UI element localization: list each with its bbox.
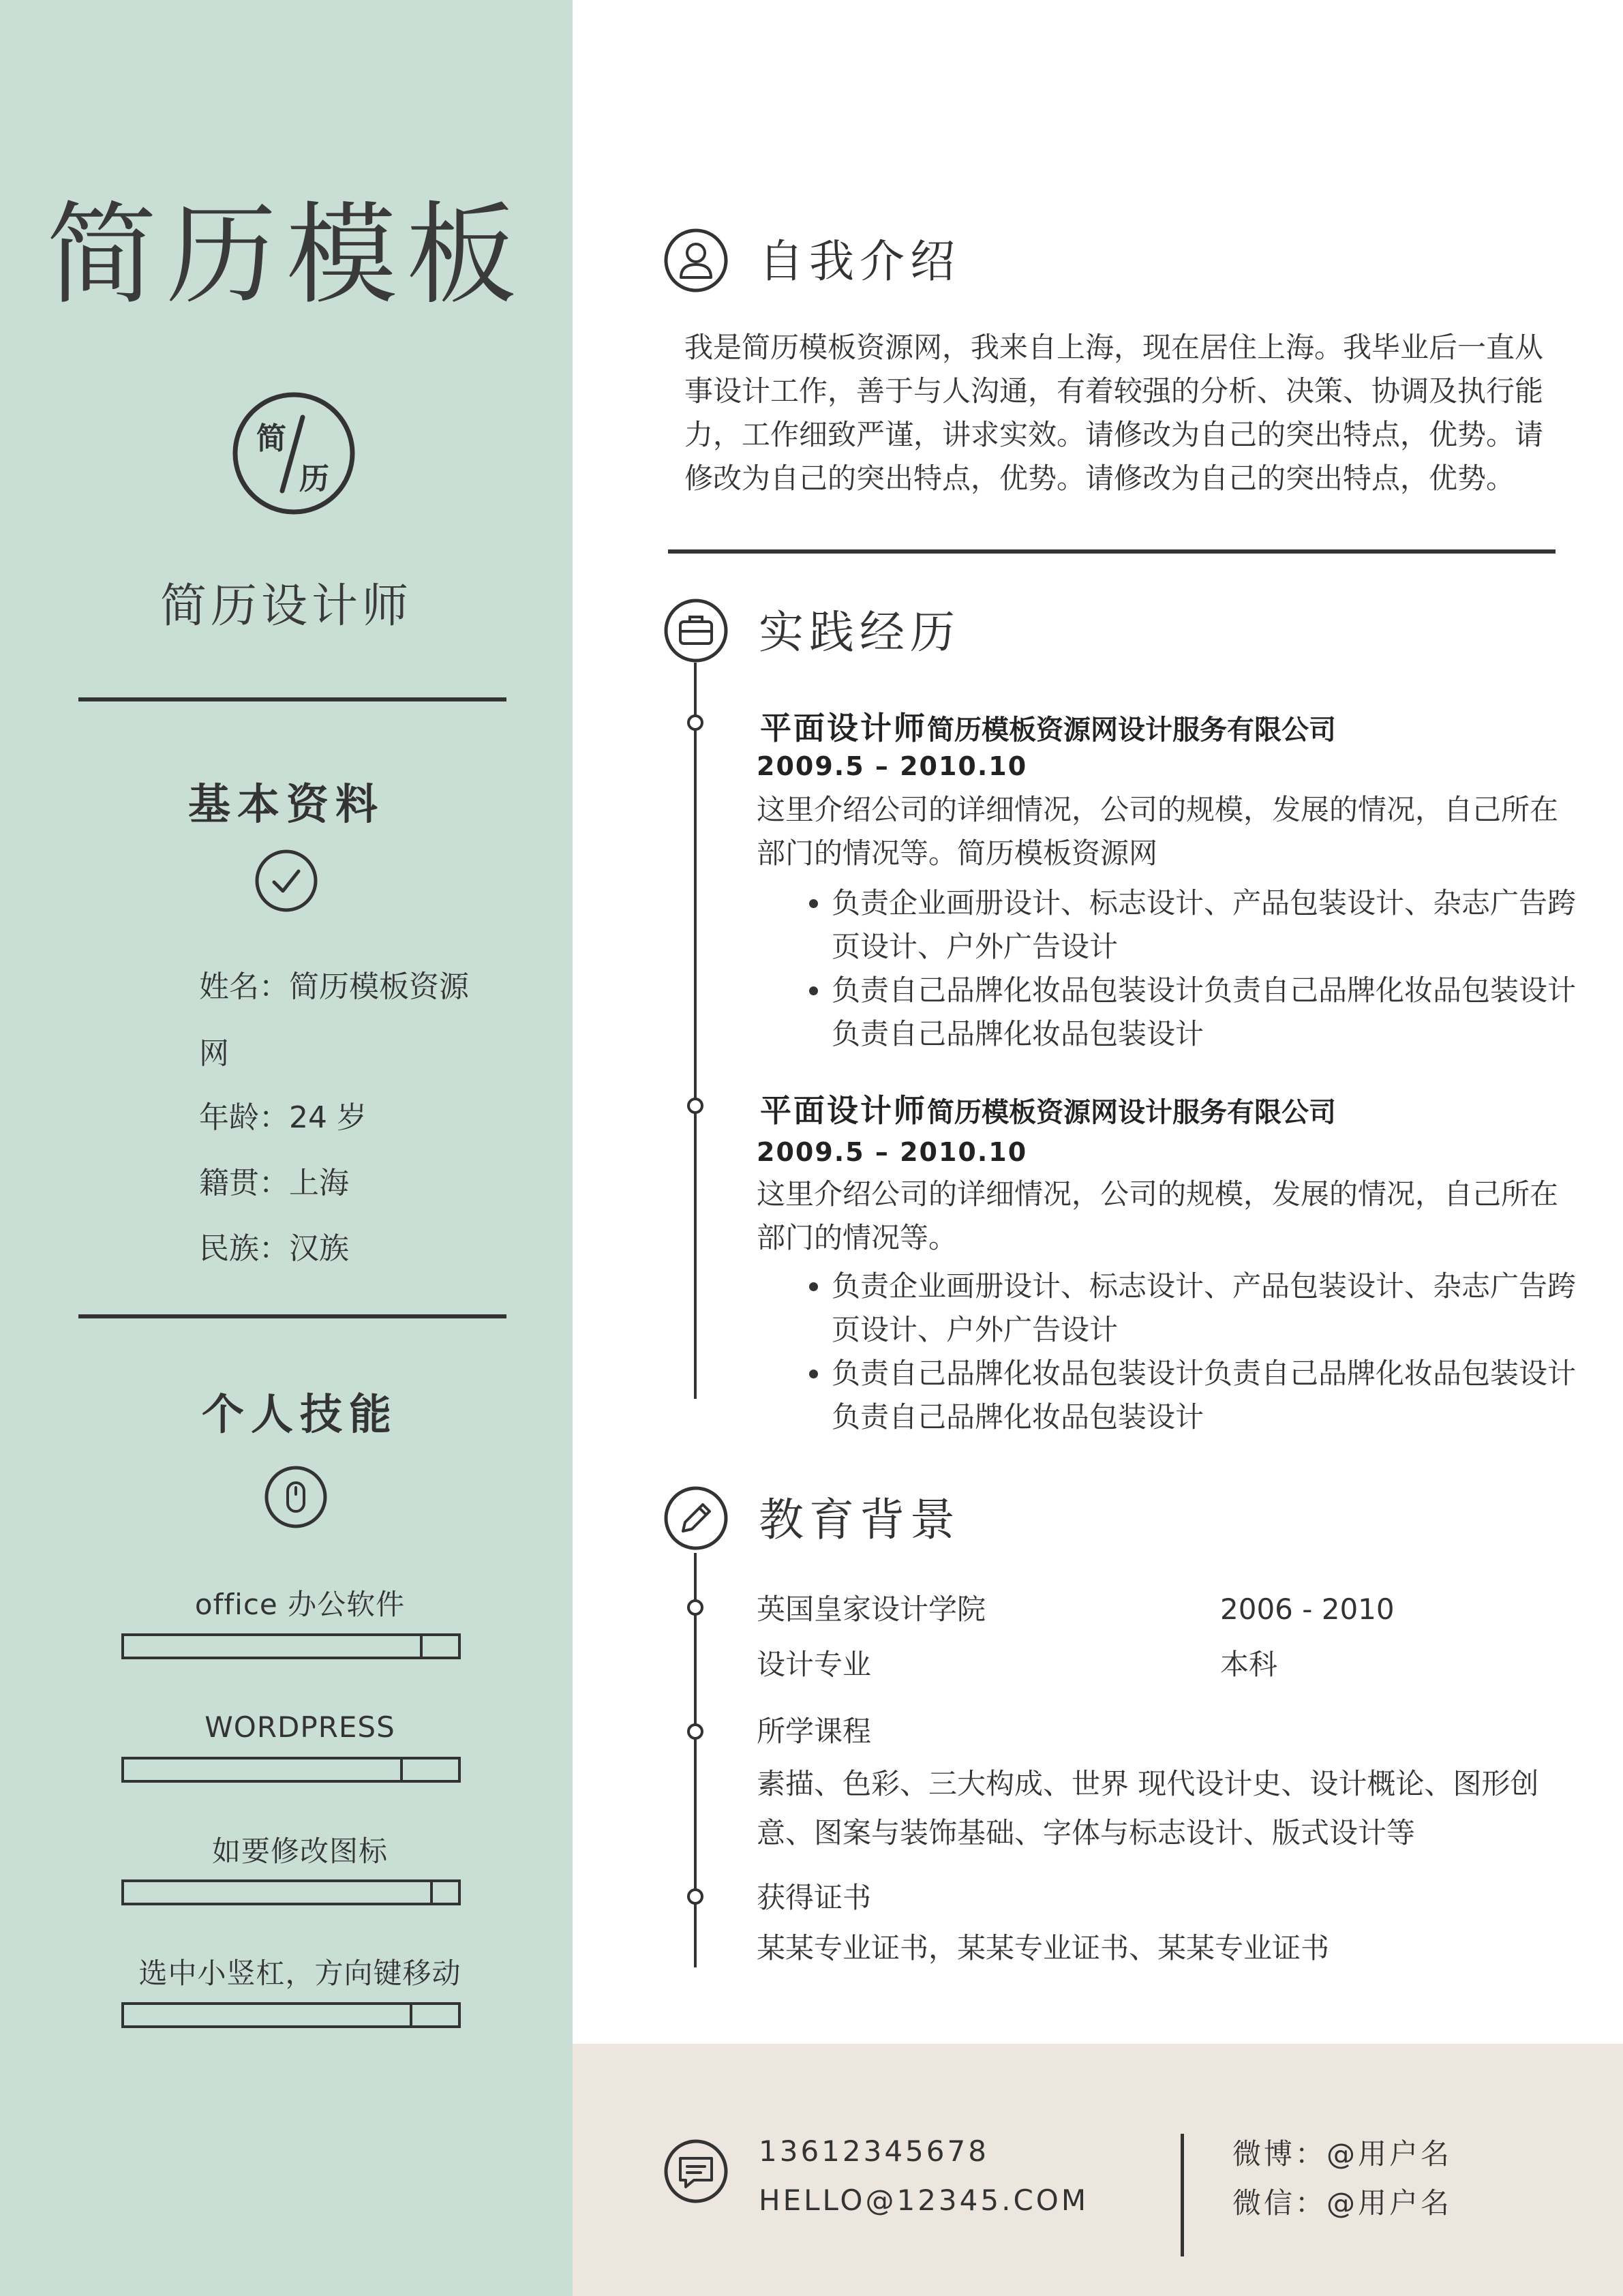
experience-heading: 实践经历	[759, 606, 960, 659]
check-circle-icon	[254, 848, 319, 913]
person-icon	[663, 227, 729, 294]
duty-item	[832, 881, 1623, 969]
info-ethnicity: 民族：汉族	[199, 1231, 349, 1266]
courses-heading: 所学课程	[757, 1715, 872, 1748]
duty-item	[832, 969, 1623, 1056]
skill-label: 选中小竖杠，方向键移动	[138, 1957, 461, 1990]
job-duties	[757, 881, 1623, 1056]
job-description-line: 这里介绍公司的详细情况，公司的规模，发展的情况，自己所在	[757, 793, 1559, 826]
courses-line: 意、图案与装饰基础、字体与标志设计、版式设计等	[757, 1816, 1416, 1849]
timeline-dot	[687, 1098, 703, 1114]
skill-label: 如要修改图标	[211, 1834, 388, 1868]
education-heading: 教育背景	[759, 1494, 960, 1546]
duty-line: • 负责企业画册设计、标志设计、产品包装设计、杂志广告跨	[832, 886, 1577, 920]
duty-line: 页设计、户外广告设计	[832, 1313, 1119, 1346]
sidebar	[0, 0, 573, 2296]
intro-text	[684, 326, 1543, 500]
logo-char-top: 简	[256, 421, 286, 456]
job-duties	[757, 1265, 1623, 1439]
sidebar-divider	[78, 697, 506, 701]
contact-wechat[interactable]: 微信：@用户名	[1232, 2186, 1453, 2220]
resume-title: 简历模板	[46, 192, 526, 320]
job-company: 简历模板资源网设计服务有限公司	[927, 1097, 1336, 1128]
major: 设计专业	[757, 1648, 872, 1681]
skill-bar	[121, 1757, 461, 1783]
resume-logo-icon	[229, 389, 359, 518]
intro-heading: 自我介绍	[759, 235, 960, 288]
skills-heading: 个人技能	[201, 1389, 398, 1439]
skill-level-marker[interactable]	[420, 1636, 423, 1657]
job-description-line: 部门的情况等。	[757, 1221, 958, 1254]
job-description-line: 这里介绍公司的详细情况，公司的规模，发展的情况，自己所在	[757, 1177, 1559, 1211]
skill-level-marker[interactable]	[430, 1882, 433, 1903]
contact-phone[interactable]: 13612345678	[759, 2134, 989, 2168]
school-name: 英国皇家设计学院	[757, 1592, 986, 1626]
timeline-dot	[687, 1888, 703, 1905]
experience-timeline	[694, 663, 697, 1399]
intro-line: 修改为自己的突出特点，优势。请修改为自己的突出特点，优势。	[684, 462, 1515, 495]
chat-icon	[663, 2138, 729, 2205]
timeline-dot	[687, 714, 703, 731]
job-description	[757, 788, 1558, 875]
job-title	[760, 1089, 1336, 1134]
job-company: 简历模板资源网设计服务有限公司	[927, 714, 1336, 746]
duty-line: 负责自己品牌化妆品包装设计	[832, 1400, 1204, 1434]
skill-bar	[121, 1879, 461, 1905]
skill-label: office 办公软件	[194, 1588, 406, 1621]
intro-line: 我是简历模板资源网，我来自上海，现在居住上海。我毕业后一直从	[684, 331, 1544, 364]
duty-line: • 负责自己品牌化妆品包装设计负责自己品牌化妆品包装设计	[832, 973, 1577, 1007]
skill-label: WORDPRESS	[204, 1710, 395, 1744]
skill-level-marker[interactable]	[400, 1759, 403, 1780]
main-divider	[668, 549, 1556, 554]
degree: 本科	[1220, 1648, 1278, 1681]
job-title	[760, 706, 1336, 752]
info-name-cont: 网	[199, 1036, 229, 1071]
duty-item	[832, 1265, 1623, 1352]
certificates-text: 某某专业证书，某某专业证书、某某专业证书	[757, 1931, 1330, 1965]
duty-line: • 负责自己品牌化妆品包装设计负责自己品牌化妆品包装设计	[832, 1357, 1577, 1390]
contact-footer	[573, 2044, 1623, 2296]
briefcase-icon	[663, 597, 729, 664]
job-description	[757, 1173, 1558, 1260]
info-name: 姓名：简历模板资源	[199, 969, 469, 1004]
skill-bar	[121, 2002, 461, 2028]
timeline-dot	[687, 1723, 703, 1740]
contact-divider	[1181, 2134, 1184, 2256]
certificates-heading: 获得证书	[757, 1881, 872, 1914]
skill-level-marker[interactable]	[410, 2005, 412, 2025]
mouse-icon	[263, 1464, 329, 1530]
intro-line: 事设计工作，善于与人沟通，有着较强的分析、决策、协调及执行能	[684, 374, 1544, 408]
duty-line: 页设计、户外广告设计	[832, 930, 1119, 963]
info-origin: 籍贯：上海	[199, 1166, 349, 1200]
job-position: 平面设计师	[760, 1092, 927, 1129]
intro-line: 力，工作细致严谨，讲求实效。请修改为自己的突出特点，优势。请	[684, 418, 1544, 451]
sidebar-divider	[78, 1314, 506, 1318]
job-role: 简历设计师	[160, 579, 412, 633]
contact-weibo[interactable]: 微博：@用户名	[1232, 2137, 1453, 2171]
basic-info-heading: 基本资料	[187, 779, 384, 829]
duty-item	[832, 1352, 1623, 1439]
courses-text	[757, 1759, 1538, 1858]
duty-line: • 负责企业画册设计、标志设计、产品包装设计、杂志广告跨	[832, 1269, 1577, 1303]
pencil-icon	[663, 1485, 729, 1552]
job-description-line: 部门的情况等。简历模板资源网	[757, 836, 1158, 870]
skill-bar	[121, 1633, 461, 1659]
job-period: 2009.5 – 2010.10	[757, 1137, 1028, 1167]
job-period: 2009.5 – 2010.10	[757, 751, 1028, 781]
duty-line: 负责自己品牌化妆品包装设计	[832, 1017, 1204, 1051]
courses-line: 素描、色彩、三大构成、世界 现代设计史、设计概论、图形创	[757, 1767, 1539, 1800]
logo-char-bottom: 历	[299, 462, 329, 496]
timeline-dot	[687, 1599, 703, 1616]
info-age: 年龄：24 岁	[199, 1100, 367, 1135]
school-years: 2006 - 2010	[1220, 1592, 1395, 1626]
contact-email[interactable]: HELLO@12345.COM	[759, 2184, 1089, 2217]
job-position: 平面设计师	[760, 710, 927, 746]
